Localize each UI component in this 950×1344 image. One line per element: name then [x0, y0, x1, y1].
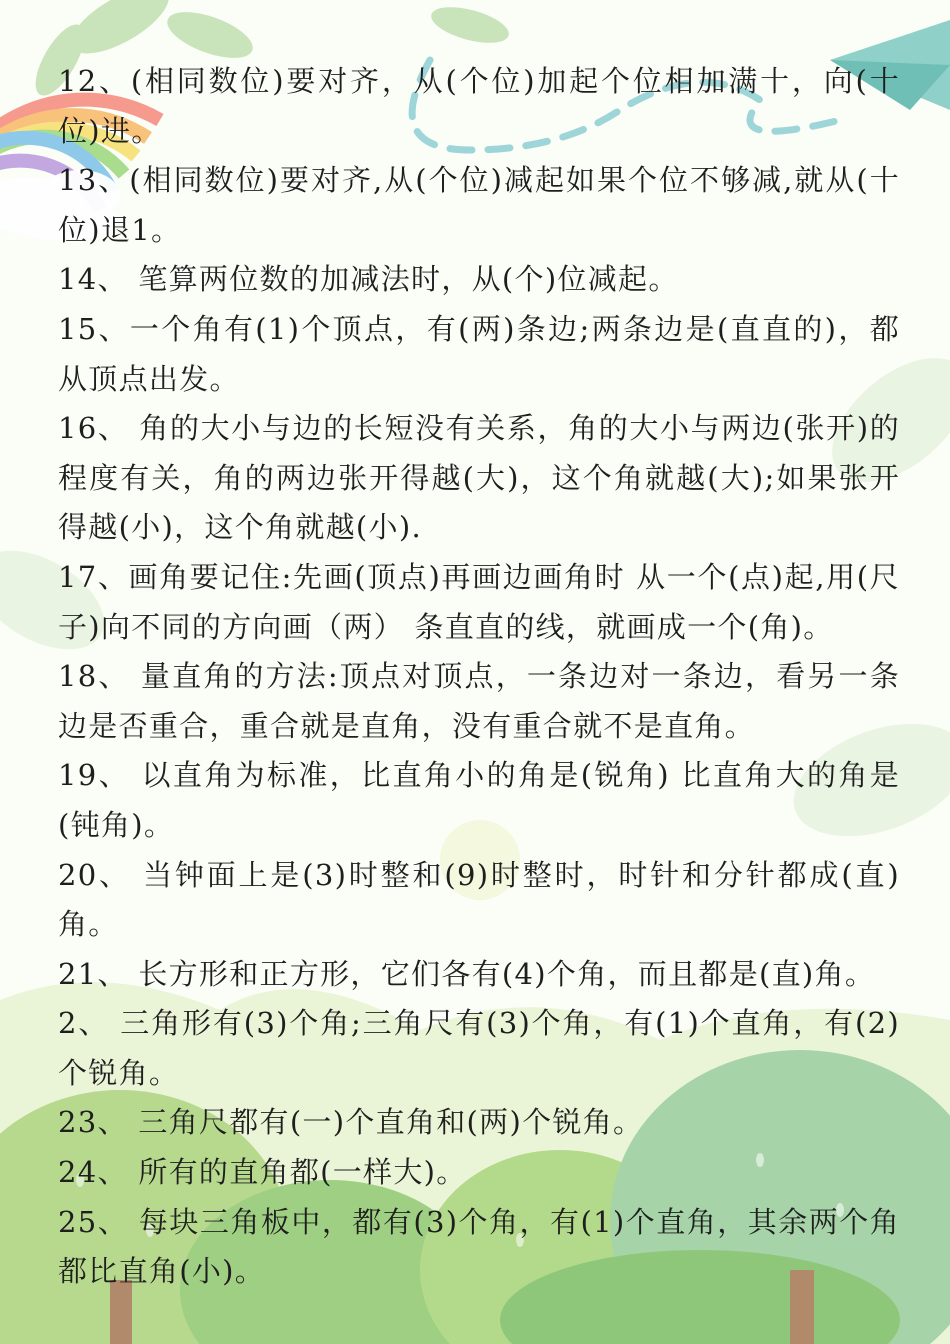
list-item: 23、 三角尺都有(一)个直角和(两)个锐角。	[58, 1105, 644, 1140]
list-item: 20、 当钟面上是(3)时整和(9)时整时，时针和分针都成(直)角。	[58, 857, 900, 942]
list-item: 13、(相同数位)要对齐,从(个位)减起如果个位不够减,就从(十位)退1。	[58, 163, 900, 247]
list-item: 12、(相同数位)要对齐，从(个位)加起个位相加满十，向(十位)进。	[58, 64, 900, 148]
list-item: 17、画角要记住:先画(顶点)再画边画角时 从一个(点)起,用(尺子)向不同的方向画（两） 条直直的线，就画成一个(角)。	[58, 559, 900, 644]
list-item: 21、 长方形和正方形，它们各有(4)个角，而且都是(直)角。	[58, 956, 876, 991]
list-item: 24、 所有的直角都(一样大)。	[58, 1155, 467, 1190]
knowledge-points-list	[58, 57, 900, 1297]
list-item: 19、 以直角为标准，比直角小的角是(锐角) 比直角大的角是(钝角)。	[58, 758, 900, 842]
list-item: 16、 角的大小与边的长短没有关系，角的大小与两边(张开)的程度有关，角的两边张开得越(大)，这个角就越(大);如果张开得越(小)，这个角就越(小).	[58, 411, 900, 545]
list-item: 25、 每块三角板中，都有(3)个角，有(1)个直角，其余两个角都比直角(小)。	[58, 1204, 900, 1289]
list-item: 18、 量直角的方法:顶点对顶点，一条边对一条边，看另一条边是否重合，重合就是直角，没有重合就不是直角。	[58, 659, 900, 743]
list-item: 15、一个角有(1)个顶点，有(两)条边;两条边是(直直的)，都从顶点出发。	[58, 311, 900, 396]
list-item: 2、 三角形有(3)个角;三角尺有(3)个角，有(1)个直角，有(2)个锐角。	[58, 1006, 900, 1090]
list-item: 14、 笔算两位数的加减法时，从(个)位减起。	[58, 262, 679, 297]
